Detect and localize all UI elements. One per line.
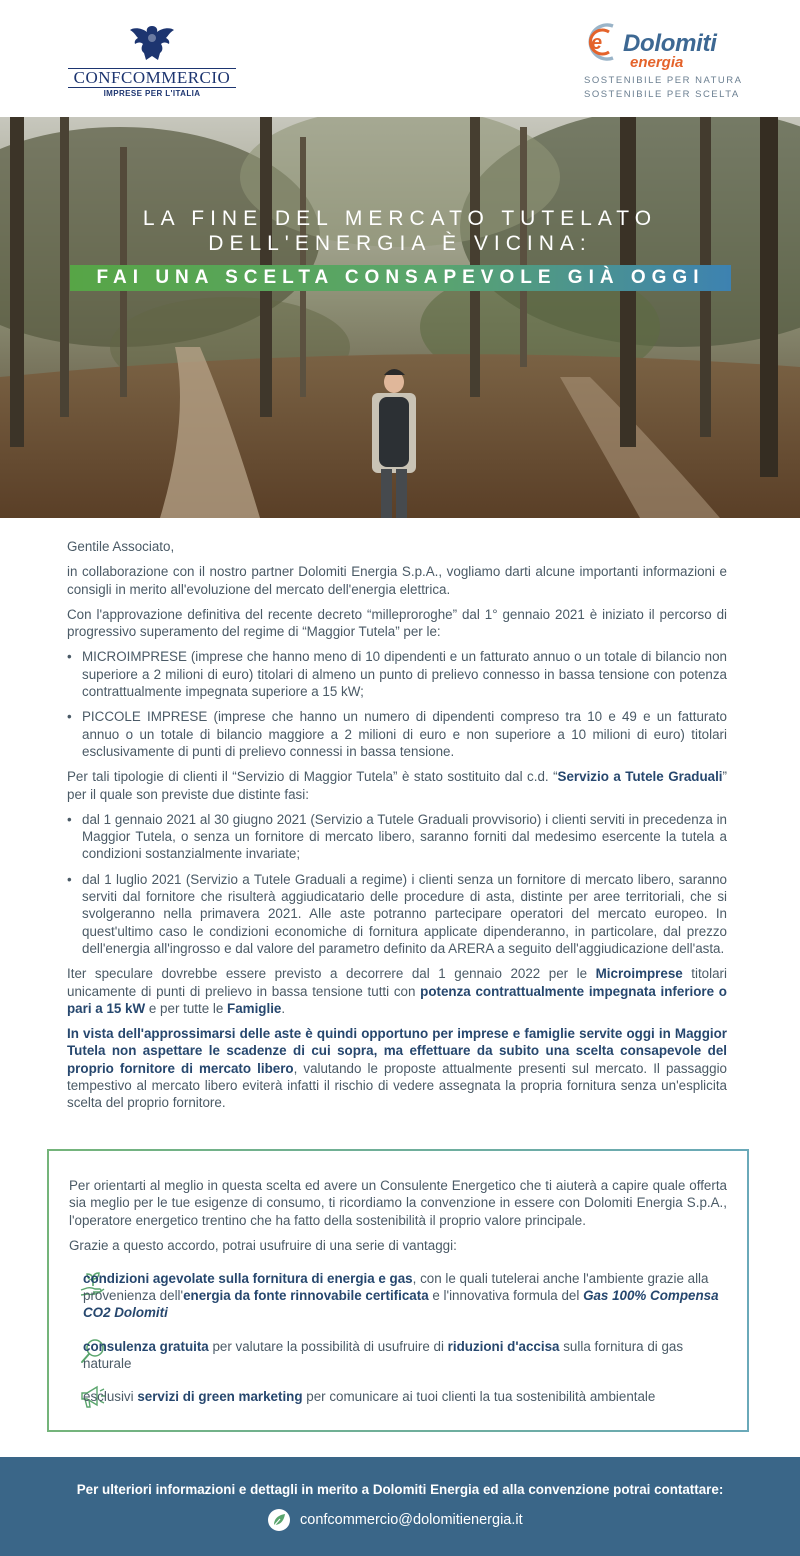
leaf-icon <box>268 1509 290 1531</box>
eagle-icon <box>128 22 176 64</box>
energia-brand: energia <box>630 54 684 71</box>
energy-e-icon <box>583 20 623 64</box>
contact-email-link[interactable] <box>268 1508 523 1532</box>
benefit-item-green-marketing: esclusivi servizi di green marketing per comunicare ai tuoi clienti la tua sostenibilità ambientale <box>83 1389 656 1404</box>
svg-text:e: e <box>591 32 603 54</box>
dolomiti-energia-logo[interactable] <box>583 18 743 104</box>
benefit-item-conditions: condizioni agevolate sulla fornitura di energia e gas, con le quali tutelerai anche l'ambiente grazie alla provenienza dell'energia da fonte rinnovabile certificata e l'innovativa formula del Gas 100% Compensa CO2 Dolomiti <box>83 1271 719 1320</box>
list-item-microimprese: • MICROIMPRESE (imprese che hanno meno di 10 dipendenti e un fatturato annuo o un totale di bilancio non superiore a 2 milioni di euro) titolari di almeno un punto di prelievo connesso in bassa tensione con potenza contrattualmente impegnata superiore a 15 kW; <box>67 648 727 700</box>
tagline-scelta: SOSTENIBILE PER SCELTA <box>584 89 740 100</box>
dolomiti-brand: Dolomiti <box>623 30 717 57</box>
footer-info: Per ulteriori informazioni e dettagli in merito a Dolomiti Energia ed alla convenzione potrai contattare: <box>76 1482 724 1497</box>
footer <box>0 1457 800 1556</box>
hero-cta-banner: FAI UNA SCELTA CONSAPEVOLE GIÀ OGGI <box>70 265 731 291</box>
confcommercio-tagline: IMPRESE PER L'ITALIA <box>103 89 201 98</box>
box-thanks: Grazie a questo accordo, potrai usufruire di una serie di vantaggi: <box>69 1237 457 1253</box>
forest-path-illustration <box>0 117 800 518</box>
letter-body <box>67 538 727 1120</box>
paragraph-iter: Iter speculare dovrebbe essere previsto a decorrere dal 1 gennaio 2022 per le Microimprese titolari unicamente di punti di prelievo in bassa tensione tutti con potenza contrattualmente impegnata inferiore o pari a 15 kW e per tutte le Famiglie. <box>67 966 727 1016</box>
hero-title-line1: LA FINE DEL MERCATO TUTELATO <box>142 207 658 230</box>
hero-title-line2: DELL'ENERGIA È VICINA: <box>208 232 592 255</box>
contact-email[interactable]: confcommercio@dolomitienergia.it <box>300 1512 523 1528</box>
paragraph-intro: in collaborazione con il nostro partner Dolomiti Energia S.p.A., vogliamo darti alcune importanti informazioni e consigli in merito all'evoluzione del mercato dell'energia elettrica. <box>67 564 727 597</box>
header <box>0 0 800 117</box>
confcommercio-name: CONFCOMMERCIO <box>68 68 236 88</box>
benefit-item-consulting: consulenza gratuita per valutare la possibilità di usufruire di riduzioni d'accisa sulla fornitura di gas naturale <box>83 1339 684 1371</box>
list-item-phase-1: • dal 1 gennaio 2021 al 30 giugno 2021 (Servizio a Tutele Graduali provvisorio) i clienti serviti in precedenza in Maggior Tutela, o senza un fornitore di mercato libero, saranno forniti dal medesimo esercente la tutela a condizioni sostanzialmente invariate; <box>67 811 727 863</box>
list-item-phase-2: • dal 1 luglio 2021 (Servizio a Tutele Graduali a regime) i clienti senza un fornitore di mercato libero, saranno serviti dal fornitore che risulterà aggiudicatario delle procedure di asta, distinte per aree territoriali, che si svolgeranno nella primavera 2021. Alle aste potranno partecipare operatori del mercato europeo. In quest'ultimo caso le condizioni economiche di fornitura applicate dipenderanno, in particolare, dal prezzo dell'energia all'ingrosso e dal valore del parametro definito da ARERA a seguito dell'aggiudicazione dell'asta. <box>67 871 727 957</box>
phases-list <box>67 811 727 957</box>
tagline-natura: SOSTENIBILE PER NATURA <box>584 75 743 86</box>
eligible-list <box>67 648 727 760</box>
paragraph-decree: Con l'approvazione definitiva del recente decreto “milleproroghe” dal 1° gennaio 2021 è iniziato il percorso di progressivo superamento del regime di “Maggior Tutela” per le: <box>67 606 727 640</box>
greeting: Gentile Associato, <box>67 539 175 554</box>
hero-banner-image <box>0 117 800 518</box>
paragraph-tutele-graduali: Per tali tipologie di clienti il “Servizio di Maggior Tutela” è stato sostituito dal c.d. “Servizio a Tutele Graduali” per il quale son previste due distinte fasi: <box>67 769 727 802</box>
list-item-piccole-imprese: • PICCOLE IMPRESE (imprese che hanno un numero di dipendenti compreso tra 10 e 49 e un fatturato annuo o un totale di bilancio maggiore a 2 milioni di euro e non superiore a 10 milioni di euro) titolari esclusivamente di punti di prelievo connessi in bassa tensione. <box>67 708 727 760</box>
confcommercio-logo[interactable] <box>68 22 236 98</box>
box-intro: Per orientarti al meglio in questa scelta ed avere un Consulente Energetico che ti aiuterà a capire quale offerta sia meglio per le tue esigenze di consumo, ti ricordiamo la convenzione in essere con Dolomiti Energia S.p.A., l'operatore energetico trentino che ha fatto della sostenibilità il proprio valore principale. <box>69 1178 727 1228</box>
paragraph-advice: In vista dell'approssimarsi delle aste è quindi opportuno per imprese e famiglie servite oggi in Maggior Tutela non aspettare le scadenze di cui sopra, ma effettuare da subito una scelta consapevole del proprio fornitore di mercato libero, valutando le proposte attualmente presenti sul mercato. Il passaggio tempestivo al mercato libero eviterà infatti il rischio di vedere assegnata la propria fornitura senza un'esplicita scelta del proprio fornitore. <box>67 1026 727 1111</box>
